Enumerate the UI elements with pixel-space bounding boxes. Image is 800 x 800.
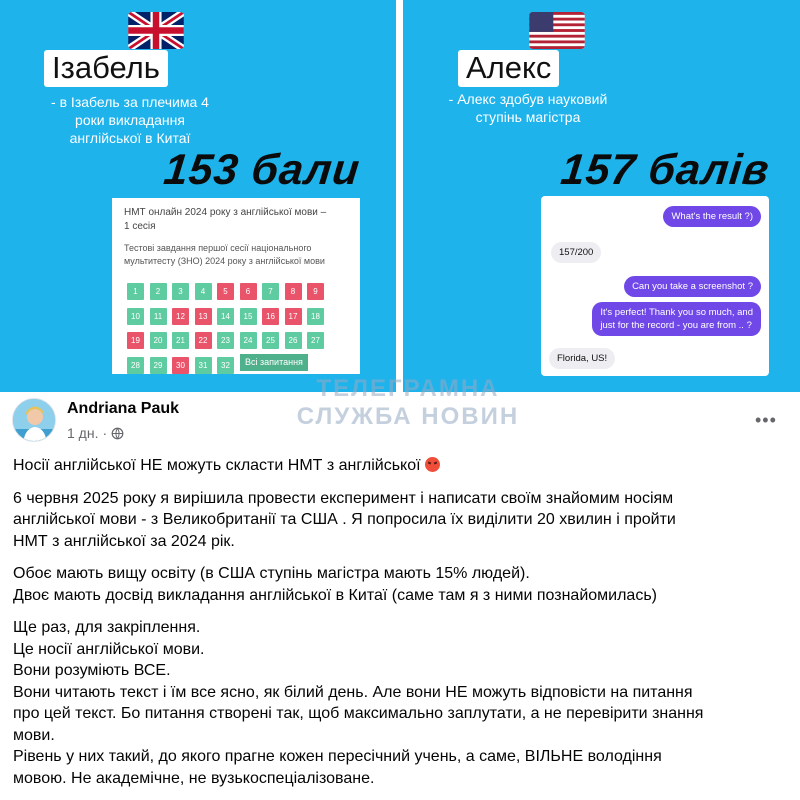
answer-cell-26[interactable]: 26 <box>285 332 302 349</box>
dot-separator: · <box>102 425 108 441</box>
name-izabel: Ізабель <box>44 50 168 87</box>
answer-cell-12[interactable]: 12 <box>172 308 189 325</box>
answer-cell-29[interactable]: 29 <box>150 357 167 374</box>
answer-cell-20[interactable]: 20 <box>150 332 167 349</box>
answer-cell-28[interactable]: 28 <box>127 357 144 374</box>
answer-cell-4[interactable]: 4 <box>195 283 212 300</box>
name-aleks: Алекс <box>458 50 559 87</box>
answer-cell-22[interactable]: 22 <box>195 332 212 349</box>
answer-cell-1[interactable]: 1 <box>127 283 144 300</box>
answer-cell-14[interactable]: 14 <box>217 308 234 325</box>
izabel-score: 153 бали <box>161 146 363 194</box>
all-questions-button[interactable]: Всі запитання <box>240 354 308 371</box>
avatar-photo <box>13 399 56 442</box>
more-options-icon[interactable]: ••• <box>755 410 777 430</box>
answer-cell-7[interactable]: 7 <box>262 283 279 300</box>
answer-cell-9[interactable]: 9 <box>307 283 324 300</box>
avatar[interactable] <box>12 398 56 442</box>
answer-cell-3[interactable]: 3 <box>172 283 189 300</box>
card-title: НМТ онлайн 2024 року з англійської мови – 1 сесія <box>124 207 327 232</box>
chat-message-out: It's perfect! Thank you so much, and just for the record - you are from .. ? <box>592 302 761 336</box>
answer-cell-15[interactable]: 15 <box>240 308 257 325</box>
chat-message-out: What's the result ?) <box>663 206 761 227</box>
answer-cell-31[interactable]: 31 <box>195 357 212 374</box>
aleks-score: 157 балів <box>558 146 772 194</box>
answer-cell-11[interactable]: 11 <box>150 308 167 325</box>
answer-cell-32[interactable]: 32 <box>217 357 234 374</box>
answer-cell-27[interactable]: 27 <box>307 332 324 349</box>
answer-cell-13[interactable]: 13 <box>195 308 212 325</box>
author-name[interactable]: Andriana Pauk <box>67 400 180 417</box>
answer-cell-21[interactable]: 21 <box>172 332 189 349</box>
answer-cell-24[interactable]: 24 <box>240 332 257 349</box>
post-time[interactable]: 1 дн. <box>67 425 99 441</box>
card-subtitle: Тестові завдання першої сесії національного мультитесту (ЗНО) 2024 року з англійської мови <box>124 243 325 266</box>
globe-icon[interactable] <box>111 427 124 440</box>
us-flag-icon <box>529 12 585 49</box>
izabel-description: - в Ізабель за плечима 4 роки викладання англійської в Китаї <box>51 94 209 146</box>
answer-cell-17[interactable]: 17 <box>285 308 302 325</box>
answer-cell-18[interactable]: 18 <box>307 308 324 325</box>
answer-cell-8[interactable]: 8 <box>285 283 302 300</box>
answer-cell-6[interactable]: 6 <box>240 283 257 300</box>
paragraph: Носії англійської НЕ можуть скласти НМТ з англійської <box>13 455 795 477</box>
answer-cell-16[interactable]: 16 <box>262 308 279 325</box>
answer-cell-2[interactable]: 2 <box>150 283 167 300</box>
chat-message-in: Florida, US! <box>549 348 615 369</box>
paragraph: Ще раз, для закріплення. Це носії англійської мови. Вони розуміють ВСЕ. Вони читають текст і їм все ясно, як білий день. Але вони НЕ можуть відповісти на питання про цей текст. Бо питання створені так, щоб максимально заплутати, а не перевірити знання мови. Рівень у них такий, до якого прагне кожен пересічний учень, а саме, ВІЛЬНЕ володіння мовою. Не академічне, не вузькоспеціалізоване. <box>13 619 704 787</box>
watermark: ТЕЛЕГРАМНА СЛУЖБА НОВИН <box>296 375 520 430</box>
aleks-description: - Алекс здобув науковий ступінь магістра <box>448 91 608 125</box>
chat-screenshot <box>541 196 769 376</box>
post-text <box>13 455 795 800</box>
answer-cell-19[interactable]: 19 <box>127 332 144 349</box>
post-meta <box>67 425 124 441</box>
uk-flag-icon <box>128 12 184 49</box>
answer-cell-30[interactable]: 30 <box>172 357 189 374</box>
answer-cell-25[interactable]: 25 <box>262 332 279 349</box>
right-panel <box>403 0 800 392</box>
paragraph: Обоє мають вищу освіту (в США ступінь магістра мають 15% людей). Двоє мають досвід викладання англійської в Китаї (саме там я з ними познайомилась) <box>13 565 657 604</box>
angry-face-icon <box>425 457 440 472</box>
chat-message-out: Can you take a screenshot ? <box>624 276 761 297</box>
answer-cell-5[interactable]: 5 <box>217 283 234 300</box>
chat-message-in: 157/200 <box>551 242 601 263</box>
answer-cell-10[interactable]: 10 <box>127 308 144 325</box>
paragraph: 6 червня 2025 року я вирішила провести експеримент і написати своїм знайомим носіям англійської мови - з Великобританії та США . Я попросила їх виділити 20 хвилин і пройти НМТ з англійської за 2024 рік. <box>13 489 676 550</box>
left-panel <box>0 0 396 392</box>
answer-cell-23[interactable]: 23 <box>217 332 234 349</box>
